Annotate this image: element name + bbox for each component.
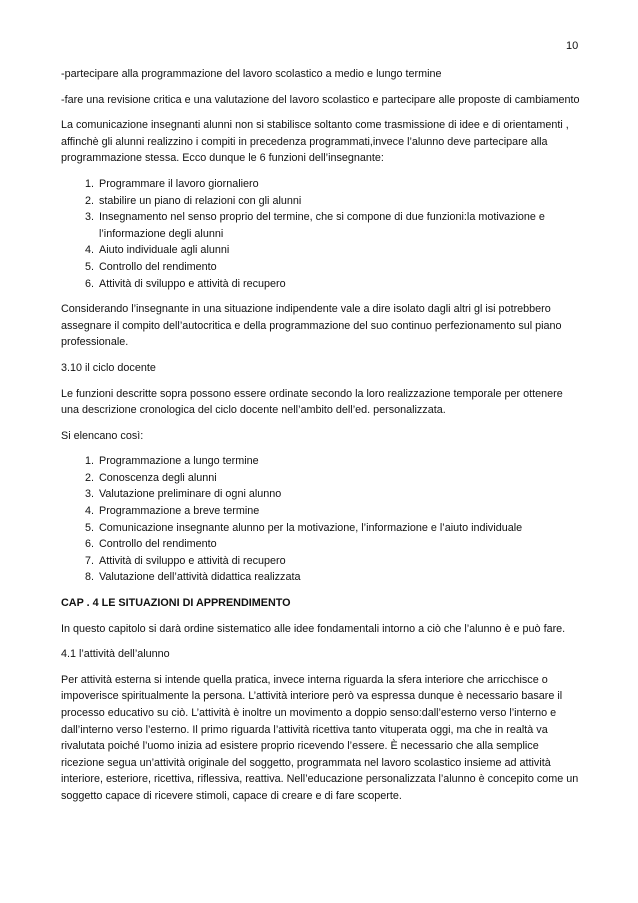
list-item: 3. Valutazione preliminare di ogni alunno (97, 486, 581, 503)
paragraph: La comunicazione insegnanti alunni non si stabilisce soltanto come trasmissione di idee e di orientamenti , affinchè gli alunni realizzino i compiti in precedenza programmati,invece l’alunno deve partecipare alla programmazione stessa. Ecco dunque le 6 funzioni dell’insegnante: (61, 119, 569, 165)
list-item: 6. Controllo del rendimento (97, 536, 581, 553)
paragraph: In questo capitolo si darà ordine sistematico alle idee fondamentali intorno a ciò che l’alunno è e può fare. (61, 622, 566, 635)
list-item: 2. Conoscenza degli alunni (97, 470, 581, 487)
list-item: 1. Programmare il lavoro giornaliero (97, 176, 581, 193)
page-content (61, 66, 581, 814)
list-item: 5. Controllo del rendimento (97, 259, 581, 276)
list-item: 5. Comunicazione insegnante alunno per la motivazione, l’informazione e l’aiuto individuale (97, 520, 581, 537)
list-item: 3. Insegnamento nel senso proprio del termine, che si compone di due funzioni:la motivazione e l’informazione degli alunni (97, 209, 581, 242)
paragraph: Considerando l’insegnante in una situazione indipendente vale a dire isolato dagli altri gl isi potrebbero assegnare il compito dell’autocritica e della programmazione del suo continuo perfezionamento sul piano professionale. (61, 303, 562, 349)
list-item: 2. stabilire un piano di relazioni con gli alunni (97, 193, 581, 210)
paragraph: -fare una revisione critica e una valutazione del lavoro scolastico e partecipare alle proposte di cambiamento (61, 93, 580, 106)
list-item: 4. Programmazione a breve termine (97, 503, 581, 520)
paragraph: Le funzioni descritte sopra possono essere ordinate secondo la loro realizzazione temporale per ottenere una descrizione cronologica del ciclo docente nell’ambito dell’ed. personalizzata. (61, 387, 563, 417)
chapter-heading: CAP . 4 LE SITUAZIONI DI APPRENDIMENTO (61, 597, 291, 610)
list-item: 1. Programmazione a lungo termine (97, 453, 581, 470)
list-item: 7. Attività di sviluppo e attività di recupero (97, 553, 581, 570)
paragraph: Per attività esterna si intende quella pratica, invece interna riguarda la sfera interiore che arricchisce o impoverisce spiritualmente la persona. L’attività interiore però va espressa dunque è necessario basare il processo educativo su ciò. L’attività è inoltre un movimento a doppio senso:dall’esterno verso l’interno e dall’interno verso l’esterno. Il primo riguarda l’attività ricettiva tanto vituperata oggi, ma che in realtà va rivalutata poiché l’uomo inizia ad esistere proprio ricevendo l’essere. È necessario che alla semplice ricezione segua un’attività originale del soggetto, programmata nel lavoro scolastico insieme ad attività interiore, esteriore, ricettiva, riflessiva, reattiva. Nell’educazione personalizzata l’alunno è concepito come un soggetto capace di ricevere stimoli, capace di creare e di fare scoperte. (61, 673, 579, 802)
section-heading: 4.1 l’attività dell’alunno (61, 648, 170, 661)
paragraph: -partecipare alla programmazione del lavoro scolastico a medio e lungo termine (61, 68, 442, 80)
paragraph: Si elencano così: (61, 429, 144, 442)
page-number: 10 (566, 40, 579, 52)
list-item: 8. Valutazione dell’attività didattica realizzata (97, 569, 581, 586)
list-item: 4. Aiuto individuale agli alunni (97, 242, 581, 259)
section-heading: 3.10 il ciclo docente (61, 361, 156, 374)
list-item: 6. Attività di sviluppo e attività di recupero (97, 276, 581, 293)
teaching-cycle-list (61, 453, 581, 586)
teacher-functions-list (61, 176, 581, 292)
